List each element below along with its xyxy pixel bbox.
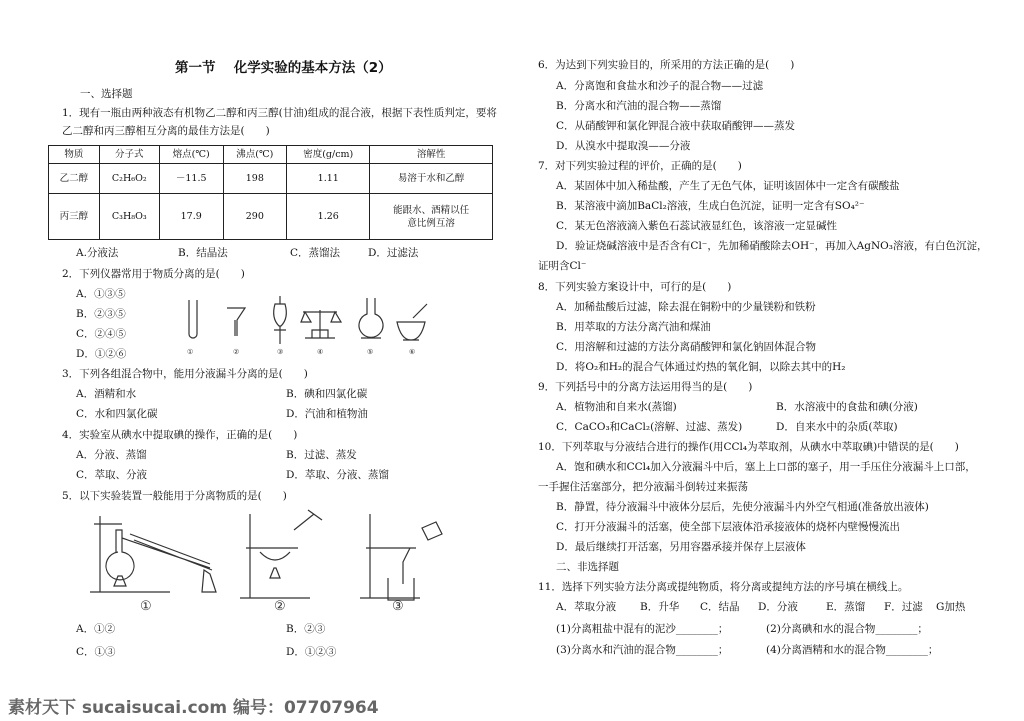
cell: 1.11 [287,164,370,194]
q5-option-c[interactable]: C．①③ [76,646,116,658]
th-substance: 物质 [49,146,100,164]
label-4: ④ [317,348,324,356]
page-title: 第一节 化学实验的基本方法（2） [175,60,392,76]
q7-option-d[interactable]: D．验证烧碱溶液中是否含有Cl⁻，先加稀硝酸除去OH⁻，再加入AgNO₃溶液，有白色沉淀， [556,240,988,252]
q8-option-d[interactable]: D．将O₂和H₂的混合气体通过灼热的氧化铜，以除去其中的H₂ [556,361,846,373]
q1-stem-line2: 乙二醇和丙三醇相互分离的最佳方法是( ) [62,125,270,137]
q5-apparatus-figure [70,508,500,614]
q4-option-c[interactable]: C．萃取、分液 [76,469,148,481]
q10-option-c[interactable]: C．打开分液漏斗的活塞，使全部下层液体沿承接液体的烧杯内壁慢慢流出 [556,521,901,533]
q2-option-b[interactable]: B．②③⑤ [76,308,126,320]
q7-option-d-cont: 证明含Cl⁻ [538,260,587,272]
fig-label-2: ② [274,599,286,614]
q7-stem: 7．对下列实验过程的评价，正确的是( ) [538,160,742,172]
separatory-funnel-icon [274,296,287,344]
cell: －11.5 [159,164,223,194]
q6-stem: 6．为达到下列实验目的，所采用的方法正确的是( ) [538,59,795,71]
q1-option-b[interactable]: B．结晶法 [178,247,228,259]
cell: 易溶于水和乙醇 [370,164,493,194]
property-table [48,145,493,240]
q5-option-b[interactable]: B．②③ [286,623,326,635]
th-formula: 分子式 [99,146,159,164]
q3-option-c[interactable]: C．水和四氯化碳 [76,408,158,420]
q11-method-c: C．结晶 [700,601,740,613]
cell: 丙三醇 [49,194,100,240]
label-6: ⑥ [409,348,416,356]
cell: 290 [223,194,287,240]
q9-option-c[interactable]: C．CaCO₃和CaCl₂(溶解、过滤、蒸发) [556,421,743,433]
q3-option-a[interactable]: A．酒精和水 [76,388,137,400]
q7-option-c[interactable]: C．某无色溶液滴入紫色石蕊试液显红色，该溶液一定显碱性 [556,220,838,232]
q5-option-a[interactable]: A．①② [76,623,116,635]
q9-stem: 9．下列括号中的分离方法运用得当的是( ) [538,381,753,393]
cell: C₃H₈O₃ [99,194,159,240]
label-3: ③ [277,348,284,356]
q1-option-c[interactable]: C．蒸馏法 [290,247,341,259]
distillation-apparatus-icon [90,516,216,592]
q5-option-d[interactable]: D．①②③ [286,646,337,658]
q9-option-d[interactable]: D．自来水中的杂质(萃取) [776,421,898,433]
q10-option-b[interactable]: B．静置，待分液漏斗中液体分层后，先使分液漏斗内外空气相通(准备放出液体) [556,501,929,513]
q11-method-d: D．分液 [758,601,798,613]
q10-option-d[interactable]: D．最后继续打开活塞，另用容器承接并保存上层液体 [556,541,806,553]
funnel-icon [227,308,245,336]
cell: C₂H₆O₂ [99,164,159,194]
th-density: 密度(g/cm) [287,146,370,164]
q7-option-b[interactable]: B．某溶液中滴加BaCl₂溶液，生成白色沉淀，证明一定含有SO₄²⁻ [556,200,865,212]
q1-option-d[interactable]: D．过滤法 [368,247,419,259]
fig-label-1: ① [140,599,152,614]
q1-option-a[interactable]: A.分液法 [76,247,119,259]
label-1: ① [187,348,194,356]
cell: 198 [223,164,287,194]
q2-option-d[interactable]: D．①②⑥ [76,348,127,360]
q8-option-c[interactable]: C．用溶解和过滤的方法分离硝酸钾和氯化钠固体混合物 [556,341,817,353]
q5-stem: 5．以下实验装置一般能用于分离物质的是( ) [62,490,287,502]
q4-option-d[interactable]: D．萃取、分液、蒸馏 [286,469,389,481]
q4-stem: 4．实验室从碘水中提取碘的操作，正确的是( ) [62,429,298,441]
q11-method-a: A．萃取分液 [556,601,617,613]
cell: 乙二醇 [49,164,100,194]
q3-option-b[interactable]: B．碘和四氯化碳 [286,388,368,400]
cell-line: 意比例互溶 [407,217,455,229]
q10-option-a[interactable]: A．饱和碘水和CCl₄加入分液漏斗中后，塞上上口部的塞子，用一手压住分液漏斗上口部， [556,461,976,473]
th-boiling: 沸点(℃) [223,146,287,164]
label-2: ② [233,348,240,356]
q11-item-2[interactable]: (2)分离碘和水的混合物________； [766,623,928,635]
th-melting: 熔点(℃) [159,146,223,164]
q2-instruments-figure [175,290,445,360]
evaporation-apparatus-icon [240,510,322,598]
q10-stem: 10．下列萃取与分液结合进行的操作(用CCl₄为萃取剂，从碘水中萃取碘)中错误的是( ) [538,441,959,453]
q8-option-a[interactable]: A．加稀盐酸后过滤，除去混在铜粉中的少量镁粉和铁粉 [556,301,816,313]
section-heading-choice: 一、选择题 [80,88,133,100]
q10-option-a-cont: 一手握住活塞部分，把分液漏斗倒转过来振荡 [538,481,748,493]
q2-option-a[interactable]: A．①③⑤ [76,288,126,300]
q11-method-b: B．升华 [640,601,680,613]
q11-method-e: E．蒸馏 [826,601,866,613]
cell: 1.26 [287,194,370,240]
q4-option-b[interactable]: B．过滤、蒸发 [286,449,357,461]
label-5: ⑤ [367,348,374,356]
q2-stem: 2．下列仪器常用于物质分离的是( ) [62,268,245,280]
q1-stem-line1: 1．现有一瓶由两种液态有机物乙二醇和丙三醇(甘油)组成的混合液，根据下表性质判定，要将 [62,107,497,119]
balance-icon [301,310,341,338]
watermark-bar: 素材天下 sucaisucai.com 编号：07707964 [0,695,1024,721]
q8-option-b[interactable]: B．用萃取的方法分离汽油和煤油 [556,321,711,333]
q11-method-g: G加热 [936,601,966,613]
test-tube-icon [189,300,197,338]
q8-stem: 8．下列实验方案设计中，可行的是( ) [538,281,732,293]
q11-item-3[interactable]: (3)分离水和汽油的混合物________； [556,644,729,656]
q7-option-a[interactable]: A．某固体中加入稀盐酸，产生了无色气体，证明该固体中一定含有碳酸盐 [556,180,900,192]
section-heading-nonchoice: 二、非选择题 [556,561,619,573]
q6-option-b[interactable]: B．分离水和汽油的混合物——蒸馏 [556,100,722,112]
th-solubility: 溶解性 [370,146,493,164]
q6-option-d[interactable]: D．从溴水中提取溴——分液 [556,140,691,152]
q9-option-a[interactable]: A．植物油和自来水(蒸馏) [556,401,677,413]
q6-option-c[interactable]: C．从硝酸钾和氯化钾混合液中获取硝酸钾——蒸发 [556,120,796,132]
q3-stem: 3．下列各组混合物中，能用分液漏斗分离的是( ) [62,368,308,380]
q11-method-f: F．过滤 [884,601,923,613]
q9-option-b[interactable]: B．水溶液中的食盐和碘(分液) [776,401,918,413]
q11-stem: 11．选择下列实验方法分离或提纯物质，将分离或提纯方法的序号填在横线上。 [538,581,909,593]
cell-line: 能跟水、酒精以任 [393,204,470,216]
flask-icon [359,298,383,338]
cell: 17.9 [159,194,223,240]
filtration-apparatus-icon [360,514,442,600]
q4-option-a[interactable]: A．分液、蒸馏 [76,449,147,461]
q11-item-1[interactable]: (1)分离粗盐中混有的泥沙________； [556,623,729,635]
q2-option-c[interactable]: C．②④⑤ [76,328,127,340]
q6-option-a[interactable]: A．分离饱和食盐水和沙子的混合物——过滤 [556,80,764,92]
q11-item-4[interactable]: (4)分离酒精和水的混合物________； [766,644,939,656]
q3-option-d[interactable]: D．汽油和植物油 [286,408,368,420]
mortar-icon [397,304,427,340]
cell [370,194,493,240]
fig-label-3: ③ [392,599,404,614]
